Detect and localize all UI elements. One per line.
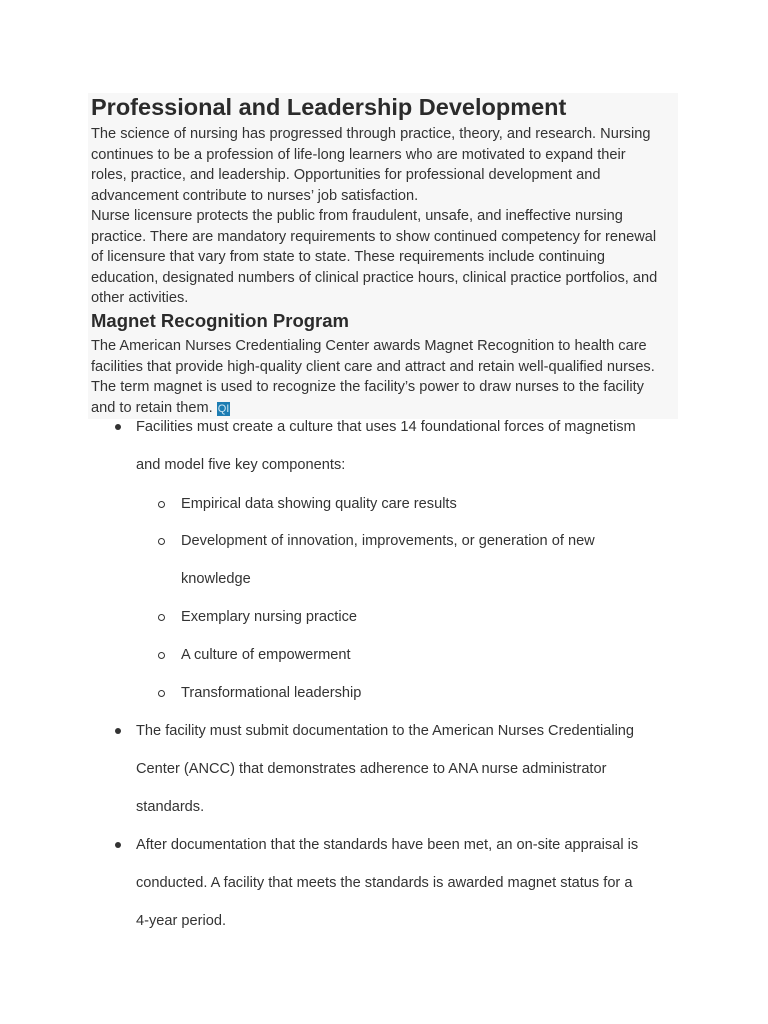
bullet-circle-icon bbox=[158, 614, 165, 621]
text-line: The science of nursing has progressed through practice, theory, and research. Nursing bbox=[91, 126, 651, 142]
bullet-circle-icon bbox=[158, 690, 165, 697]
subbullet-item-line: Exemplary nursing practice bbox=[181, 609, 358, 625]
bullet-item-line: After documentation that the standards have been met, an on-site appraisal is bbox=[136, 837, 639, 853]
subbullet-item-line: Development of innovation, improvements, or generation of new bbox=[181, 533, 595, 549]
bullet-item-line: conducted. A facility that meets the standards is awarded magnet status for a bbox=[136, 875, 633, 891]
bullet-circle-icon bbox=[158, 652, 165, 659]
paragraph-magnet bbox=[91, 336, 655, 419]
bullet-item-line: 4-year period. bbox=[136, 913, 227, 929]
text-fragment: and to retain them. bbox=[91, 399, 217, 416]
text-line: facilities that provide high-quality client care and attract and retain well-qualified nurses. bbox=[91, 358, 655, 375]
subbullet-item-line: Transformational leadership bbox=[181, 685, 362, 701]
text-line: The American Nurses Credentialing Center awards Magnet Recognition to health care bbox=[91, 338, 647, 354]
bullet-item-line: and model five key components: bbox=[136, 457, 346, 473]
bullet-dot-icon bbox=[115, 728, 121, 734]
text-line bbox=[91, 398, 655, 420]
text-line: of licensure that vary from state to state. These requirements include continuing bbox=[91, 249, 606, 265]
bullet-item-line: The facility must submit documentation to the American Nurses Credentialing bbox=[136, 723, 635, 739]
text-line: other activities. bbox=[91, 290, 189, 306]
text-line: education, designated numbers of clinical practice hours, clinical practice portfolios, and bbox=[91, 269, 658, 286]
subbullet-item-line: knowledge bbox=[181, 571, 251, 587]
qi-badge[interactable]: QI bbox=[217, 402, 230, 415]
section-heading: Magnet Recognition Program bbox=[91, 310, 349, 331]
text-line: The term magnet is used to recognize the facility’s power to draw nurses to the facility bbox=[91, 379, 644, 395]
bullet-circle-icon bbox=[158, 501, 165, 508]
subbullet-item-line: Empirical data showing quality care results bbox=[181, 496, 457, 512]
subbullet-item-line: A culture of empowerment bbox=[181, 647, 351, 663]
page-title: Professional and Leadership Development bbox=[91, 94, 567, 120]
bullet-item-line: Facilities must create a culture that uses 14 foundational forces of magnetism bbox=[136, 419, 636, 435]
bullet-dot-icon bbox=[115, 842, 121, 848]
bullet-dot-icon bbox=[115, 424, 121, 430]
text-line: Nurse licensure protects the public from fraudulent, unsafe, and ineffective nursing bbox=[91, 208, 623, 224]
text-line: advancement contribute to nurses’ job satisfaction. bbox=[91, 187, 419, 204]
text-line: roles, practice, and leadership. Opportunities for professional development and bbox=[91, 167, 601, 183]
text-line: continues to be a profession of life-long learners who are motivated to expand their bbox=[91, 146, 626, 163]
bullet-item-line: Center (ANCC) that demonstrates adherence to ANA nurse administrator bbox=[136, 761, 607, 777]
bullet-item-line: standards. bbox=[136, 799, 205, 815]
text-line: practice. There are mandatory requirements to show continued competency for renewal bbox=[91, 228, 657, 245]
paragraph-intro bbox=[91, 124, 657, 309]
bullet-circle-icon bbox=[158, 538, 165, 545]
